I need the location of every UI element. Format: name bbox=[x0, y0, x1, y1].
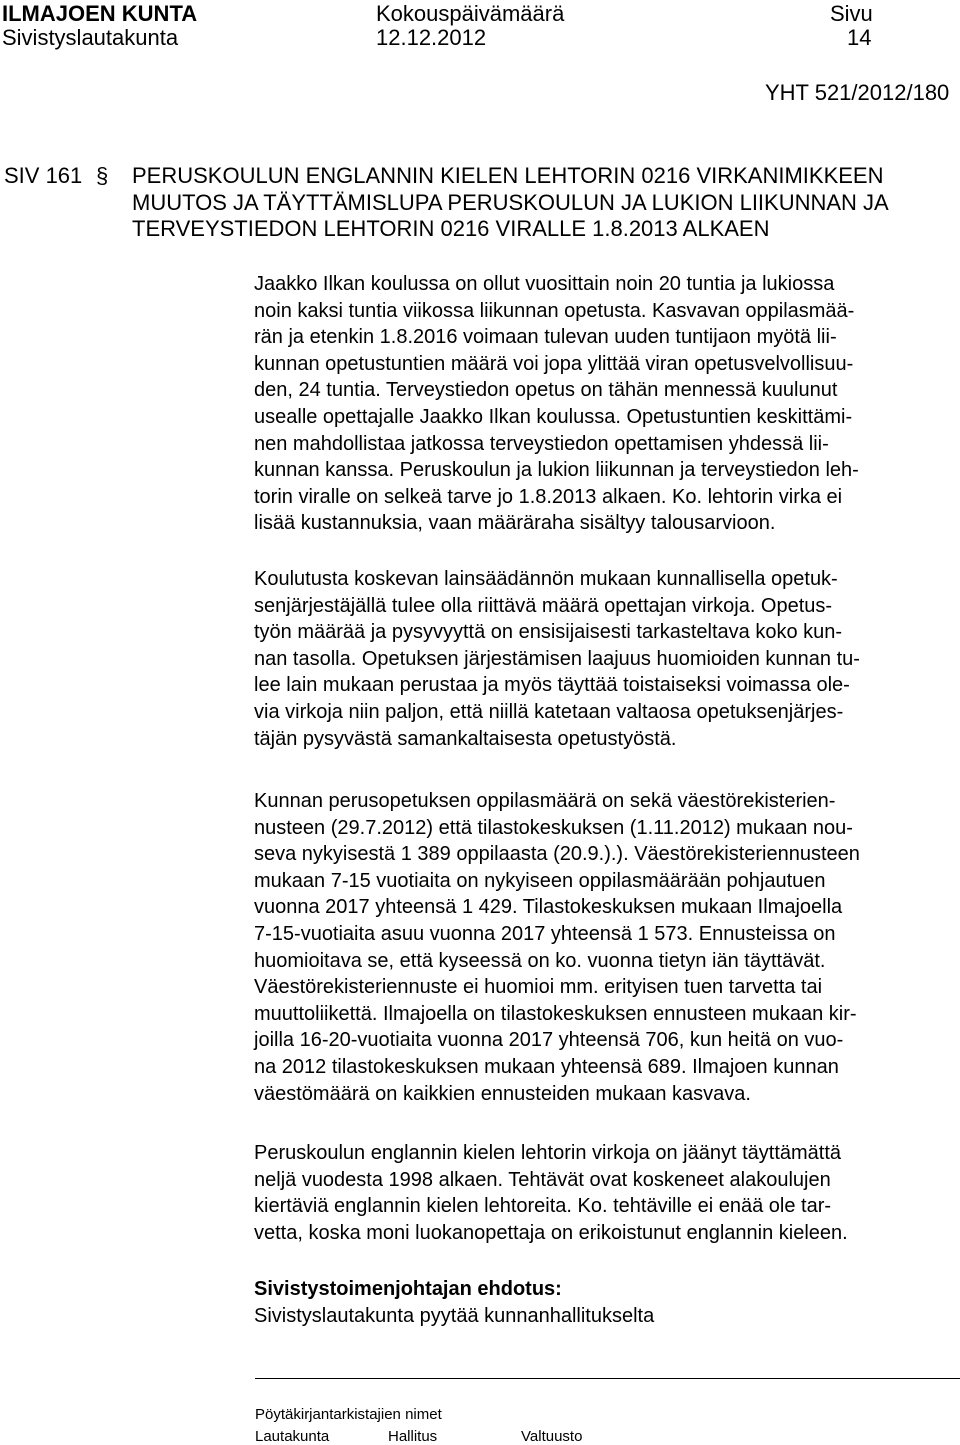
text-line: rän ja etenkin 1.8.2016 voimaan tulevan uuden tuntijaon myötä lii- bbox=[254, 326, 837, 349]
text-line: senjärjestäjällä tulee olla riittävä määrä opettajan virkoja. Opetus- bbox=[254, 594, 833, 617]
paragraph-2 bbox=[254, 566, 954, 752]
text-line: kiertäviä englannin kielen lehtoreita. Ko. tehtäville ei enää ole tar- bbox=[254, 1195, 832, 1218]
proposal-heading: Sivistystoimenjohtajan ehdotus: bbox=[254, 1278, 562, 1300]
meeting-date: 12.12.2012 bbox=[376, 25, 487, 50]
paragraph-1 bbox=[254, 271, 954, 537]
paragraph-4 bbox=[254, 1140, 954, 1246]
section-symbol: § bbox=[96, 163, 109, 188]
text-line: lisää kustannuksia, vaan määräraha sisältyy talousarvioon. bbox=[254, 512, 776, 535]
page-number: 14 bbox=[847, 25, 872, 50]
text-line: torin viralle on selkeä tarve jo 1.8.2013 alkaen. Ko. lehtorin virka ei bbox=[254, 485, 843, 508]
paragraph-3 bbox=[254, 788, 954, 1107]
text-line: huomioitava se, että kyseessä on ko. vuonna tietyn iän täyttävät. bbox=[254, 949, 826, 972]
section-title-line: MUUTOS JA TÄYTTÄMISLUPA PERUSKOULUN JA LUKION LIIKUNNAN JA bbox=[132, 189, 889, 215]
proposal-text: Sivistyslautakunta pyytää kunnanhallitukselta bbox=[254, 1304, 655, 1327]
text-line: vuonna 2017 yhteensä 1 429. Tilastokeskuksen mukaan Ilmajoella bbox=[254, 896, 843, 919]
text-line: Jaakko Ilkan koulussa on ollut vuosittain noin 20 tuntia ja lukiossa bbox=[254, 273, 835, 295]
proposal bbox=[254, 1276, 654, 1329]
text-line: täjän pysyvästä samankaltaisesta opetustyöstä. bbox=[254, 727, 677, 750]
text-line: kunnan kanssa. Peruskoulun ja lukion liikunnan ja terveystiedon leh- bbox=[254, 459, 859, 482]
footer-board-label: Hallitus bbox=[388, 1428, 438, 1445]
section-number: SIV 161 bbox=[4, 163, 83, 188]
text-line: na 2012 tilastokeskuksen mukaan yhteensä 689. Ilmajoen kunnan bbox=[254, 1055, 839, 1078]
section-title-line: TERVEYSTIEDON LEHTORIN 0216 VIRALLE 1.8.2013 ALKAEN bbox=[132, 216, 770, 241]
text-line: noin kaksi tuntia viikossa liikunnan opetusta. Kasvavan oppilasmää- bbox=[254, 299, 855, 322]
text-line: vetta, koska moni luokanopettaja on erikoistunut englannin kieleen. bbox=[254, 1221, 848, 1244]
text-line: seva nykyisestä 1 389 oppilaasta (20.9.).). Väestörekisteriennusteen bbox=[254, 843, 860, 866]
committee-name: Sivistyslautakunta bbox=[2, 25, 179, 50]
section-title-line: PERUSKOULUN ENGLANNIN KIELEN LEHTORIN 0216 VIRKANIMIKKEEN bbox=[132, 163, 884, 188]
text-line: väestömäärä on kaikkien ennusteiden mukaan kasvava. bbox=[254, 1082, 751, 1105]
text-line: Kunnan perusopetuksen oppilasmäärä on sekä väestörekisterien- bbox=[254, 790, 836, 812]
text-line: joilla 16-20-vuotiaita vuonna 2017 yhteensä 706, kun heitä on vuo- bbox=[254, 1029, 844, 1052]
meeting-date-label: Kokouspäivämäärä bbox=[376, 1, 565, 26]
text-line: nan tasolla. Opetuksen järjestämisen laajuus huomioiden kunnan tu- bbox=[254, 647, 860, 670]
text-line: den, 24 tuntia. Terveystiedon opetus on tähän mennessä kuulunut bbox=[254, 379, 838, 402]
text-line: 7-15-vuotiaita asuu vuonna 2017 yhteensä 1 573. Ennusteissa on bbox=[254, 922, 836, 945]
organization-name: ILMAJOEN KUNTA bbox=[2, 1, 198, 26]
text-line: nusteen (29.7.2012) että tilastokeskuksen (1.11.2012) mukaan nou- bbox=[254, 816, 853, 839]
text-line: Peruskoulun englannin kielen lehtorin virkoja on jäänyt täyttämättä bbox=[254, 1142, 842, 1164]
case-reference: YHT 521/2012/180 bbox=[765, 80, 950, 105]
section-title bbox=[132, 163, 889, 243]
text-line: neljä vuodesta 1998 alkaen. Tehtävät ovat koskeneet alakoulujen bbox=[254, 1168, 831, 1191]
text-line: muuttoliikettä. Ilmajoella on tilastokeskuksen ennusteen mukaan kir- bbox=[254, 1002, 857, 1025]
text-line: mukaan 7-15 vuotiaita on nykyiseen oppilasmäärään pohjautuen bbox=[254, 869, 826, 892]
text-line: nen mahdollistaa jatkossa terveystiedon opettamisen yhdessä lii- bbox=[254, 432, 829, 455]
text-line: Väestörekisteriennuste ei huomioi mm. erityisen tuen tarvetta tai bbox=[254, 976, 823, 999]
footer-signatures-label: Pöytäkirjantarkistajien nimet bbox=[255, 1406, 442, 1423]
text-line: Koulutusta koskevan lainsäädännön mukaan kunnallisella opetuk- bbox=[254, 568, 838, 590]
footer-council-label: Valtuusto bbox=[521, 1428, 583, 1445]
page-label: Sivu bbox=[830, 1, 873, 26]
footer-divider bbox=[255, 1378, 960, 1379]
footer-committee-label: Lautakunta bbox=[255, 1428, 330, 1445]
text-line: via virkoja niin paljon, että niillä katetaan valtaosa opetuksenjärjes- bbox=[254, 700, 844, 723]
text-line: työn määrää ja pysyvyyttä on ensisijaisesti tarkasteltava koko kun- bbox=[254, 621, 843, 644]
text-line: lee lain mukaan perustaa ja myös täyttää toistaiseksi voimassa ole- bbox=[254, 674, 850, 697]
text-line: kunnan opetustuntien määrä voi jopa ylittää viran opetusvelvollisuu- bbox=[254, 352, 854, 375]
text-line: usealle opettajalle Jaakko Ilkan koulussa. Opetustuntien keskittämi- bbox=[254, 405, 853, 428]
